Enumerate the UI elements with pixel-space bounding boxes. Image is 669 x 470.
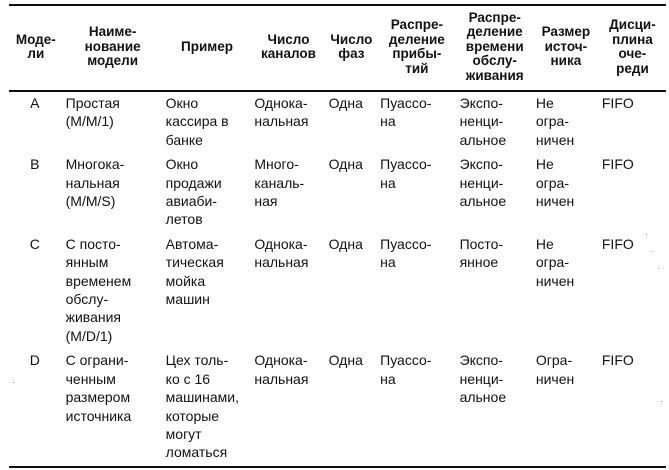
cell-text-line: банке [165,131,203,148]
cell-text-line: на [380,370,396,387]
cell-text-line: Экспо- [459,95,503,111]
cell-arrival-distribution [377,233,456,349]
cell-text-line: Пуассо- [380,235,432,252]
cell-service-distribution [457,349,533,466]
header-channels [251,5,325,91]
cell-text-line: источника [65,407,132,424]
cell-model-id: C [29,235,40,252]
cell-text-line: нальная [65,174,120,191]
cell-text-line: нальная [254,113,309,130]
cell-text-line: янным [65,254,109,271]
cell-source-size [533,91,599,153]
cell-text-line: Одна [328,95,363,111]
cell-text-line: янное [459,254,499,271]
cell-text-line: огра- [535,254,570,271]
header-service-distribution [457,5,533,91]
cell-text-line: Однока- [254,95,308,111]
cell-source-size [533,349,599,466]
cell-text-line: Цех толь- [165,352,229,369]
cell-text-line: С ограни- [65,352,129,369]
cell-text-line: огра- [535,174,570,191]
cell-text-line: ничен [535,193,575,210]
cell-text-line: ненци- [459,174,504,191]
header-text-line: модели [87,53,139,69]
header-text-line: фаз [338,46,365,61]
cell-text-line: ничен [535,131,575,148]
header-text-line: Дисци- [609,17,656,32]
cell-text-line: размером [65,389,131,406]
cell-example [163,153,252,233]
cell-arrival-distribution [377,349,456,466]
cell-source-size [533,153,599,233]
cell-text-line: летов [165,211,203,228]
cell-text-line: Окно [165,156,199,173]
header-text-line: ника [550,53,582,69]
header-text-line: живания [465,67,524,83]
cell-model-name [63,153,163,233]
cell-text-line: каналь- [254,174,305,191]
scan-speck [658,268,659,269]
cell-example [163,233,252,349]
table-row [9,349,666,466]
header-queue-discipline [599,5,666,91]
cell-phases [326,153,378,233]
header-text-line: Распре- [468,9,521,25]
scan-speck [652,251,653,252]
cell-text-line: (M/M/1) [65,113,114,130]
cell-text-line: Огра- [535,352,573,369]
table-row [9,153,666,233]
header-text-line: ли [27,46,45,61]
cell-arrival-distribution [377,91,456,153]
header-text-line: обслу- [472,53,517,69]
cell-service-distribution [457,153,533,233]
header-text-line: оче- [618,46,647,61]
cell-channels [251,91,325,153]
cell-text-line: Однока- [254,235,308,252]
header-model-name [63,5,163,91]
cell-text-line: Не [535,156,554,173]
cell-text-line: ломаться [165,444,228,461]
cell-text-line: ничен [535,272,575,289]
cell-text-line: Экспо- [459,352,503,369]
cell-text-line: FIFO [601,95,634,111]
header-text-line: реди [616,60,649,76]
cell-text-line: Многока- [65,156,125,173]
table-body [9,91,666,467]
header-text-line: плина [612,31,653,47]
cell-text-line: авиаби- [165,193,217,210]
cell-channels [251,153,325,233]
scan-speck [661,401,662,402]
cell-text-line: Окно [165,95,199,111]
table-row [9,233,666,349]
cell-text-line: FIFO [601,352,634,369]
table-row [9,91,666,153]
cell-channels [251,233,325,349]
cell-arrival-distribution [377,153,456,233]
cell-text-line: альное [459,193,507,210]
cell-text-line: (M/D/1) [65,327,113,344]
cell-text-line: ная [254,193,278,210]
cell-text-line: Пуассо- [380,156,432,173]
queueing-models-table [9,4,666,468]
cell-text-line: Одна [328,235,363,252]
header-text-line: прибы- [392,46,442,61]
header-text-line: деление [388,31,445,47]
header-text-line: Пример [181,38,233,54]
cell-queue-discipline [599,91,666,153]
scan-speck [13,382,14,383]
header-text-line: каналов [261,46,316,61]
cell-phases [326,91,378,153]
cell-phases [326,349,378,466]
cell-channels [251,349,325,466]
cell-text-line: огра- [535,113,570,130]
cell-text-line: ченным [65,370,116,387]
cell-example [163,91,252,153]
cell-text-line: Много- [254,156,299,173]
cell-text-line: мойка [165,272,206,289]
header-text-line: Число [330,31,373,47]
cell-text-line: нальная [254,370,309,387]
cell-text-line: на [380,113,396,130]
header-text-line: Распре- [390,17,443,32]
cell-text-line: ненци- [459,370,504,387]
cell-text-line: кассира в [165,113,229,130]
cell-text-line: нальная [254,254,309,271]
header-model [9,5,63,91]
cell-text-line: Пуассо- [380,95,432,111]
cell-text-line: Не [535,235,554,252]
cell-text-line: ничен [535,370,575,387]
cell-source-size [533,233,599,349]
cell-text-line: Посто- [459,235,504,252]
cell-text-line: машин [165,291,210,308]
cell-queue-discipline [599,153,666,233]
cell-text-line: Простая [65,95,120,111]
cell-text-line: альное [459,389,507,406]
cell-text-line: которые [165,407,220,424]
cell-text-line: машинами, [165,389,239,406]
cell-text-line: Пуассо- [380,352,432,369]
cell-text-line: Одна [328,156,363,173]
cell-text-line: живания [65,309,122,326]
cell-text-line: на [380,254,396,271]
header-text-line: Моде- [15,31,56,47]
cell-text-line: FIFO [601,156,634,173]
table-header [9,5,666,91]
header-row [9,5,666,91]
cell-model-name [63,91,163,153]
header-text-line: Размер [541,24,591,40]
cell-text-line: Одна [328,352,363,369]
cell-text-line: Не [535,95,554,111]
header-text-line: времени [465,38,524,54]
header-text-line: нование [84,38,141,54]
cell-service-distribution [457,233,533,349]
cell-text-line: Однока- [254,352,308,369]
cell-text-line: могут [165,425,202,442]
cell-text-line: С посто- [65,235,121,252]
cell-text-line: ненци- [459,113,504,130]
cell-model-id: B [30,156,40,173]
cell-model-name [63,233,163,349]
scan-speck [646,234,647,235]
header-text-line: Наиме- [88,24,137,40]
cell-example [163,349,252,466]
header-text-line: тий [405,60,429,76]
cell-queue-discipline [599,233,666,349]
cell-text-line: FIFO [601,235,634,252]
cell-text-line: Автома- [165,235,219,252]
cell-phases [326,233,378,349]
cell-queue-discipline [599,349,666,466]
header-example [163,5,252,91]
cell-text-line: (M/M/S) [65,193,116,210]
cell-model-name [63,349,163,466]
cell-text-line: Экспо- [459,156,503,173]
header-arrival-distribution [377,5,456,91]
cell-model-id: D [29,352,40,369]
cell-text-line: продажи [165,174,222,191]
header-text-line: источ- [544,38,588,54]
cell-text-line: ко с 16 [165,370,211,387]
header-text-line: Число [267,31,310,47]
cell-text-line: тическая [165,254,224,271]
cell-text-line: на [380,174,396,191]
header-text-line: деление [466,24,523,40]
header-source-size [533,5,599,91]
cell-model-id: A [30,95,40,111]
cell-text-line: альное [459,131,507,148]
cell-text-line: обслу- [65,291,109,308]
cell-text-line: временем [65,272,132,289]
header-phases [326,5,378,91]
cell-service-distribution [457,91,533,153]
